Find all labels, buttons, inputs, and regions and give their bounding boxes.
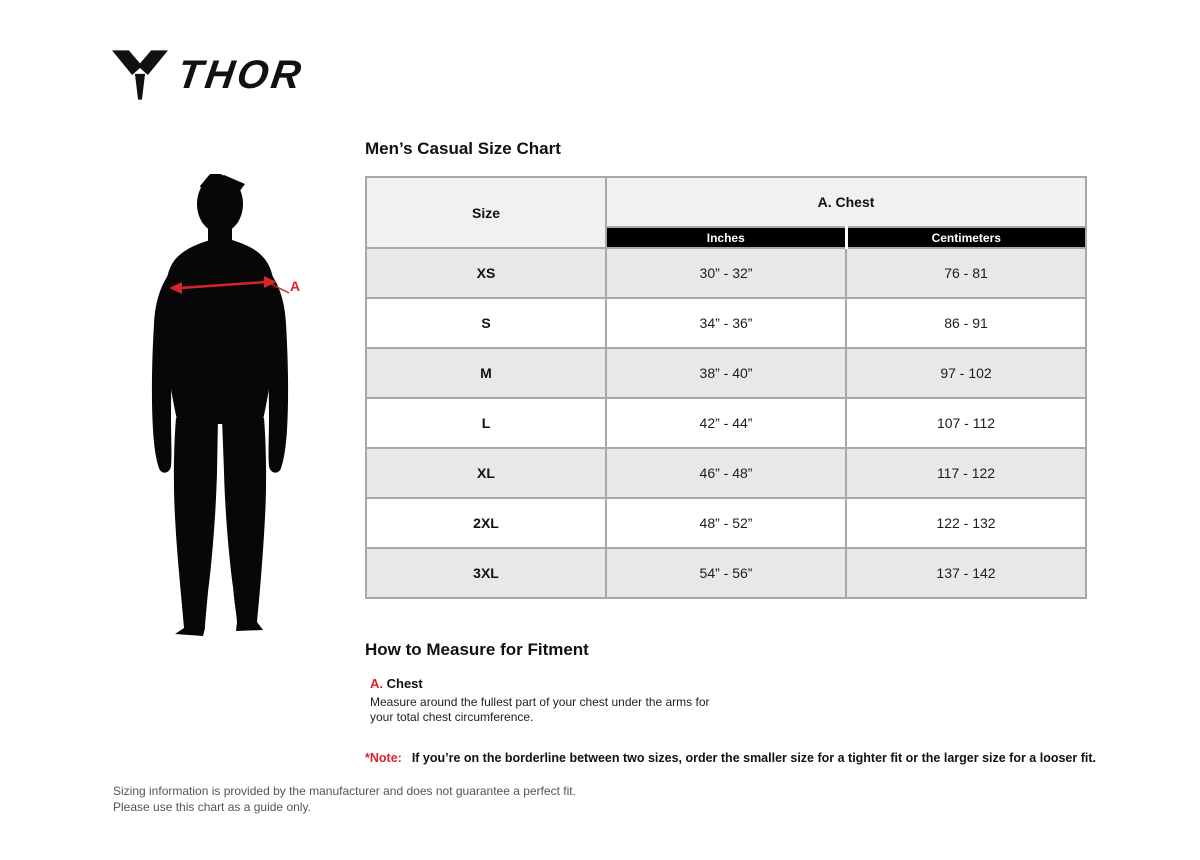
size-label: M (366, 348, 606, 398)
chest-marker-label: A (290, 278, 301, 294)
centimeters-value: 117 - 122 (846, 448, 1086, 498)
measurement-figure (148, 172, 323, 638)
inches-value: 30” - 32” (606, 248, 846, 298)
measure-section-heading: How to Measure for Fitment (365, 640, 589, 659)
centimeters-value: 122 - 132 (846, 498, 1086, 548)
note-text: If you’re on the borderline between two sizes, order the smaller size for a tighter fit or the larger size for a looser fit. (411, 751, 1096, 765)
centimeters-value: 107 - 112 (846, 398, 1086, 448)
disclaimer-line2: Please use this chart as a guide only. (113, 799, 311, 814)
note-prefix: *Note: (365, 751, 402, 765)
size-label: XL (366, 448, 606, 498)
centimeters-value: 76 - 81 (846, 248, 1086, 298)
brand-logo (112, 50, 307, 100)
inches-value: 54” - 56” (606, 548, 846, 598)
size-label: 3XL (366, 548, 606, 598)
disclaimer (113, 784, 576, 815)
size-label: XS (366, 248, 606, 298)
table-row (366, 548, 1086, 598)
inches-value: 38” - 40” (606, 348, 846, 398)
page-title: Men’s Casual Size Chart (365, 139, 561, 158)
size-chart-table (365, 176, 1087, 599)
size-label: L (366, 398, 606, 448)
subheader-centimeters: Centimeters (846, 227, 1086, 248)
inches-value: 34” - 36” (606, 298, 846, 348)
table-row (366, 348, 1086, 398)
centimeters-value: 86 - 91 (846, 298, 1086, 348)
subheader-inches: Inches (606, 227, 846, 248)
inches-value: 42” - 44” (606, 398, 846, 448)
table-row (366, 498, 1086, 548)
measure-description: Measure around the fullest part of your chest under the arms for your total chest circumference. (370, 695, 710, 724)
disclaimer-line1: Sizing information is provided by the manufacturer and does not guarantee a perfect fit. (113, 784, 576, 798)
brand-name: THOR (174, 53, 307, 97)
centimeters-value: 97 - 102 (846, 348, 1086, 398)
size-label: S (366, 298, 606, 348)
table-row (366, 398, 1086, 448)
column-header-chest: A. Chest (606, 177, 1086, 227)
male-silhouette-image (148, 172, 323, 638)
column-header-size: Size (366, 177, 606, 248)
inches-value: 46” - 48” (606, 448, 846, 498)
size-label: 2XL (366, 498, 606, 548)
measure-label-name: Chest (383, 676, 423, 691)
thor-horns-icon (112, 50, 168, 100)
table-row (366, 248, 1086, 298)
measure-label-letter: A. (370, 676, 383, 691)
sizing-note (365, 751, 1096, 765)
inches-value: 48” - 52” (606, 498, 846, 548)
table-row (366, 298, 1086, 348)
centimeters-value: 137 - 142 (846, 548, 1086, 598)
table-row (366, 448, 1086, 498)
measure-label-chest (370, 676, 423, 691)
